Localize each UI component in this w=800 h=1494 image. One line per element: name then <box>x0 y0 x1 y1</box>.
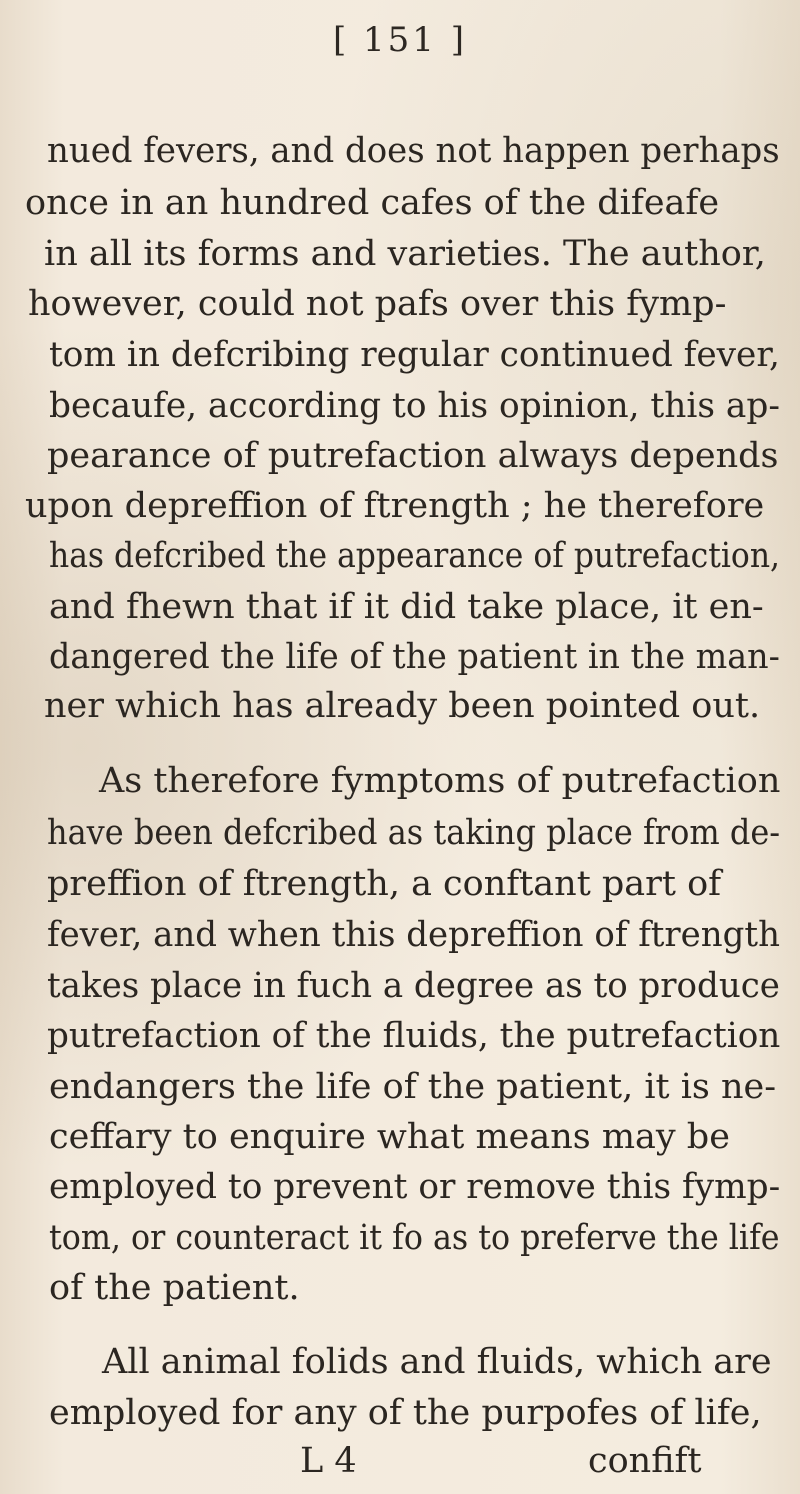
text-line: and fhewn that if it did take place, it en- <box>49 587 764 627</box>
text-line: pearance of putrefaction always depends <box>47 436 779 476</box>
text-line: of the patient. <box>49 1268 300 1308</box>
text-line: once in an hundred cafes of the difeafe <box>25 183 720 223</box>
text-line: have been defcribed as taking place from de- <box>47 813 781 853</box>
text-line: in all its forms and varieties. The author, <box>44 234 766 274</box>
text-line: employed to prevent or remove this fymp- <box>49 1167 781 1207</box>
text-line: has defcribed the appearance of putrefaction, <box>49 536 781 576</box>
text-line: All animal folids and fluids, which are <box>102 1342 772 1382</box>
text-line: nued fevers, and does not happen perhaps <box>47 131 780 171</box>
catchword: confift <box>588 1441 702 1481</box>
text-line: dangered the life of the patient in the man- <box>49 637 780 677</box>
text-line: however, could not pafs over this fymp- <box>28 284 727 324</box>
text-line: tom in defcribing regular continued fever, <box>49 335 780 375</box>
text-line: preffion of ftrength, a conftant part of <box>47 864 722 904</box>
text-line: endangers the life of the patient, it is ne- <box>49 1067 777 1107</box>
signature-mark: L 4 <box>300 1441 357 1481</box>
text-line: takes place in fuch a degree as to produce <box>47 966 780 1006</box>
text-line: ceffary to enquire what means may be <box>49 1117 730 1157</box>
text-line: tom, or counteract it fo as to preferve the life <box>49 1218 780 1258</box>
page-number: [ 151 ] <box>332 20 468 60</box>
text-line: employed for any of the purpofes of life, <box>49 1393 762 1433</box>
text-line: upon depreffion of ftrength ; he therefore <box>25 486 765 526</box>
text-line: putrefaction of the fluids, the putrefaction <box>47 1016 781 1056</box>
text-line: ner which has already been pointed out. <box>44 686 761 726</box>
text-line: fever, and when this depreffion of ftrength <box>47 915 780 955</box>
text-line: becaufe, according to his opinion, this ap- <box>49 386 780 426</box>
text-line: As therefore fymptoms of putrefaction <box>99 761 781 801</box>
